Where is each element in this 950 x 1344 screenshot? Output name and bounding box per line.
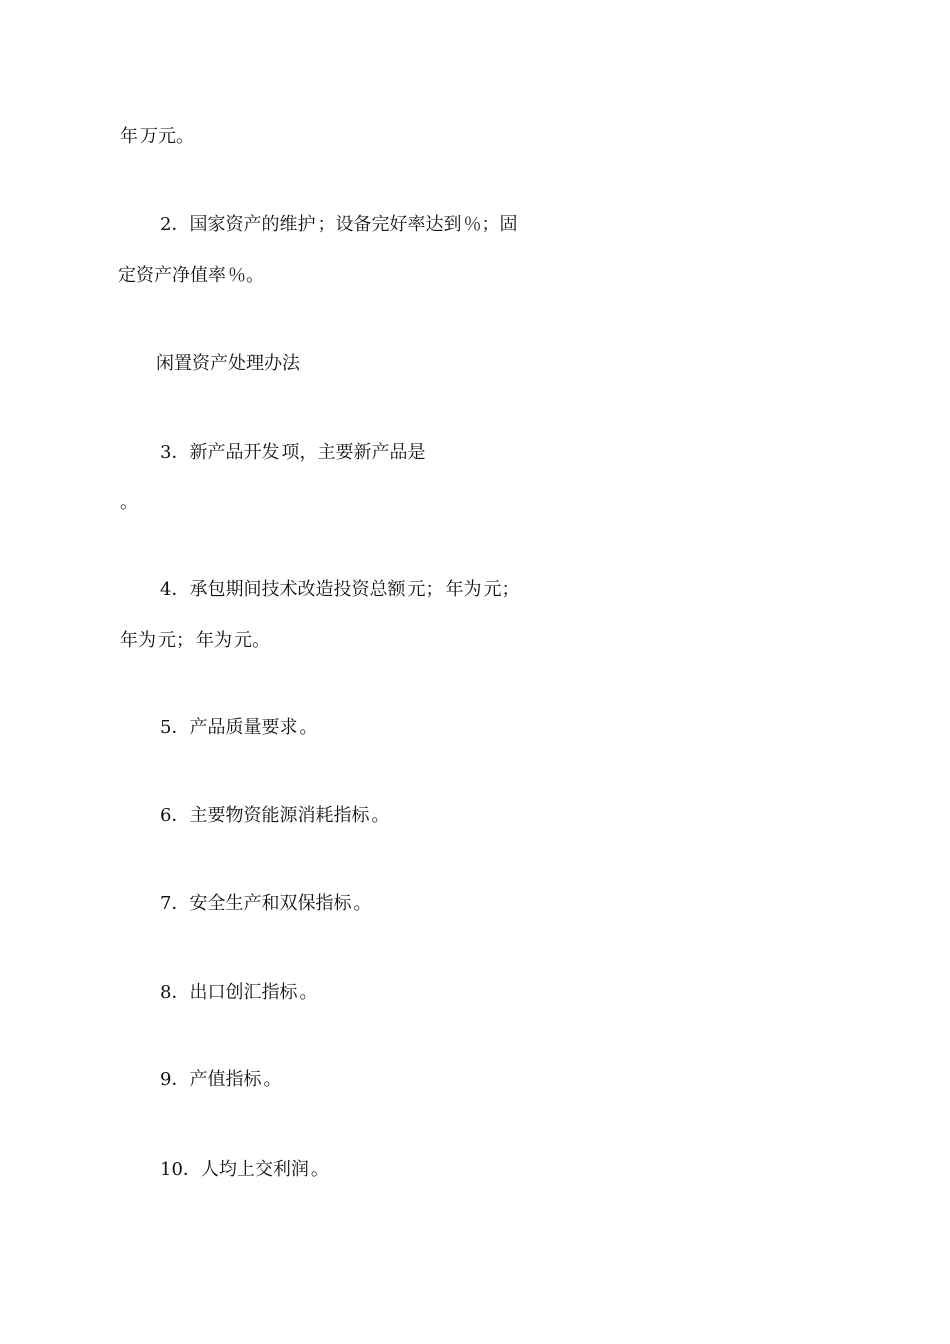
- line-year-amount: [118, 123, 833, 151]
- item-3-line-2: [118, 489, 833, 517]
- item-2-percent: ％；固: [463, 214, 518, 235]
- item-6-end: 。: [371, 805, 390, 826]
- item-4-year-for-1: 年为: [445, 579, 482, 600]
- item-8-line: [118, 979, 833, 1007]
- item-2-line-1: [118, 211, 833, 239]
- text-wanyuan: 万元。: [140, 126, 194, 147]
- item-5-number: 5．: [160, 717, 190, 738]
- item-10-line: [118, 1156, 833, 1184]
- item-4-yuan-2: 元；: [483, 579, 520, 600]
- item-3-end: 。: [120, 492, 138, 513]
- item-4-yuan-3: 元；: [158, 630, 194, 651]
- item-9-label: 产值指标: [189, 1069, 262, 1090]
- item-5-label: 产品质量要求: [189, 717, 298, 738]
- item-8-label: 出口创汇指标: [189, 982, 298, 1003]
- item-5-line: [118, 714, 833, 742]
- item-2-equipment: ；设备完好率达到: [317, 214, 462, 235]
- item-8-number: 8．: [160, 982, 190, 1003]
- item-4-label: 承包期间技术改造投资总额: [189, 579, 406, 600]
- idle-assets-label: 闲置资产处理办法: [156, 353, 300, 374]
- item-7-end: 。: [353, 893, 372, 914]
- item-4-line-1: [118, 576, 833, 604]
- item-6-line: [118, 802, 833, 830]
- item-7-number: 7．: [160, 893, 190, 914]
- item-4-number: 4．: [160, 579, 190, 600]
- item-10-label: 人均上交利润: [200, 1159, 309, 1180]
- item-3-label: 新产品开发: [189, 442, 280, 463]
- item-3-line-1: [118, 439, 833, 467]
- item-10-end: 。: [310, 1159, 329, 1180]
- item-4-year-for-2: 年为: [120, 630, 156, 651]
- text-year: 年: [120, 126, 138, 147]
- item-2-label: 国家资产的维护: [189, 214, 316, 235]
- item-9-number: 9．: [160, 1069, 190, 1090]
- item-10-number: 10．: [160, 1159, 201, 1180]
- item-6-label: 主要物资能源消耗指标: [189, 805, 370, 826]
- item-4-line-2: [118, 627, 833, 655]
- item-9-line: [118, 1066, 833, 1094]
- item-6-number: 6．: [160, 805, 190, 826]
- item-3-number: 3．: [160, 442, 190, 463]
- item-7-label: 安全生产和双保指标: [189, 893, 352, 914]
- item-2-fixed-asset-label: 定资产净值率: [118, 265, 226, 286]
- item-2-number: 2．: [160, 214, 190, 235]
- item-3-main-products: 项，主要新产品是: [281, 442, 426, 463]
- idle-assets-line: [118, 350, 833, 378]
- item-2-line-2: [118, 262, 833, 290]
- item-4-yuan-1: 元；: [407, 579, 444, 600]
- item-4-yuan-end: 元。: [234, 630, 270, 651]
- item-9-end: 。: [263, 1069, 282, 1090]
- item-4-year-for-3: 年为: [196, 630, 232, 651]
- item-2-percent-end: ％。: [228, 265, 264, 286]
- item-7-line: [118, 890, 833, 918]
- item-5-end: 。: [299, 717, 318, 738]
- item-8-end: 。: [299, 982, 318, 1003]
